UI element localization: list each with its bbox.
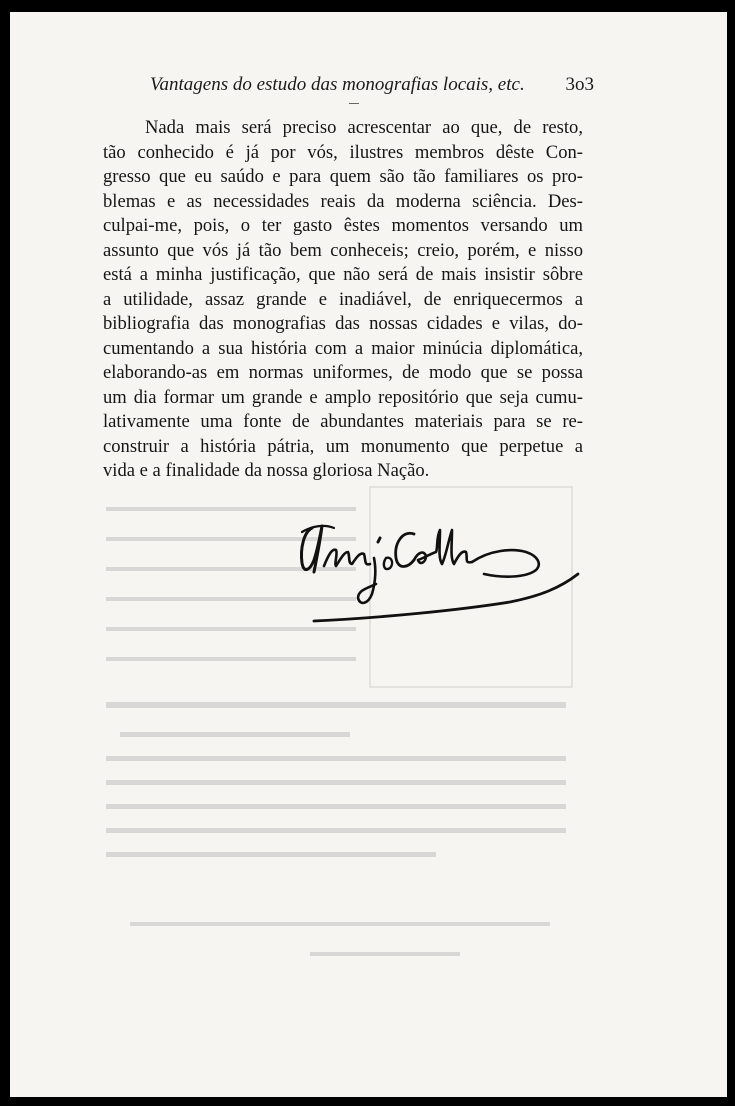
text-line: está a minha justificação, que não será de mais insistir sôbre <box>103 264 583 285</box>
book-page <box>10 12 727 1097</box>
text-line: vida e a finalidade da nossa gloriosa Nação. <box>103 460 430 481</box>
text-line: cumentando a sua história com a maior minúcia diplomática, <box>103 337 583 359</box>
handwritten-signature <box>290 508 590 628</box>
signature-drawing <box>290 508 590 628</box>
text-line: bibliografia das monografias das nossas cidades e vilas, do- <box>103 313 583 334</box>
text-line: culpai-me, pois, o ter gasto êstes momentos versando um <box>103 215 583 236</box>
text-line: elaborando-as em normas uniformes, de modo que se possa <box>103 362 583 383</box>
body-paragraph <box>103 116 583 484</box>
text-line: um dia formar um grande e amplo repositório que seja cumu- <box>103 386 583 408</box>
page-number: 3o3 <box>565 74 594 95</box>
text-line: gresso que eu saúdo e para quem são tão familiares os pro- <box>103 166 583 187</box>
running-header <box>150 74 594 100</box>
text-line: tão conhecido é já por vós, ilustres membros dêste Con- <box>103 141 583 163</box>
text-line: construir a história pátria, um monumento que perpetue a <box>103 435 583 457</box>
running-title: Vantagens do estudo das monografias locais, etc. <box>150 74 525 95</box>
text-line: blemas e as necessidades reais da moderna sciência. Des- <box>103 190 583 212</box>
text-line: assunto que vós já tão bem conheceis; creio, porém, e nisso <box>103 239 583 261</box>
header-rule <box>349 103 359 104</box>
text-line: Nada mais será preciso acrescentar ao que, de resto, <box>145 117 583 138</box>
text-line: a utilidade, assaz grande e inadiável, de enriquecermos a <box>103 288 583 310</box>
text-line: lativamente uma fonte de abundantes materiais para se re- <box>103 411 583 432</box>
